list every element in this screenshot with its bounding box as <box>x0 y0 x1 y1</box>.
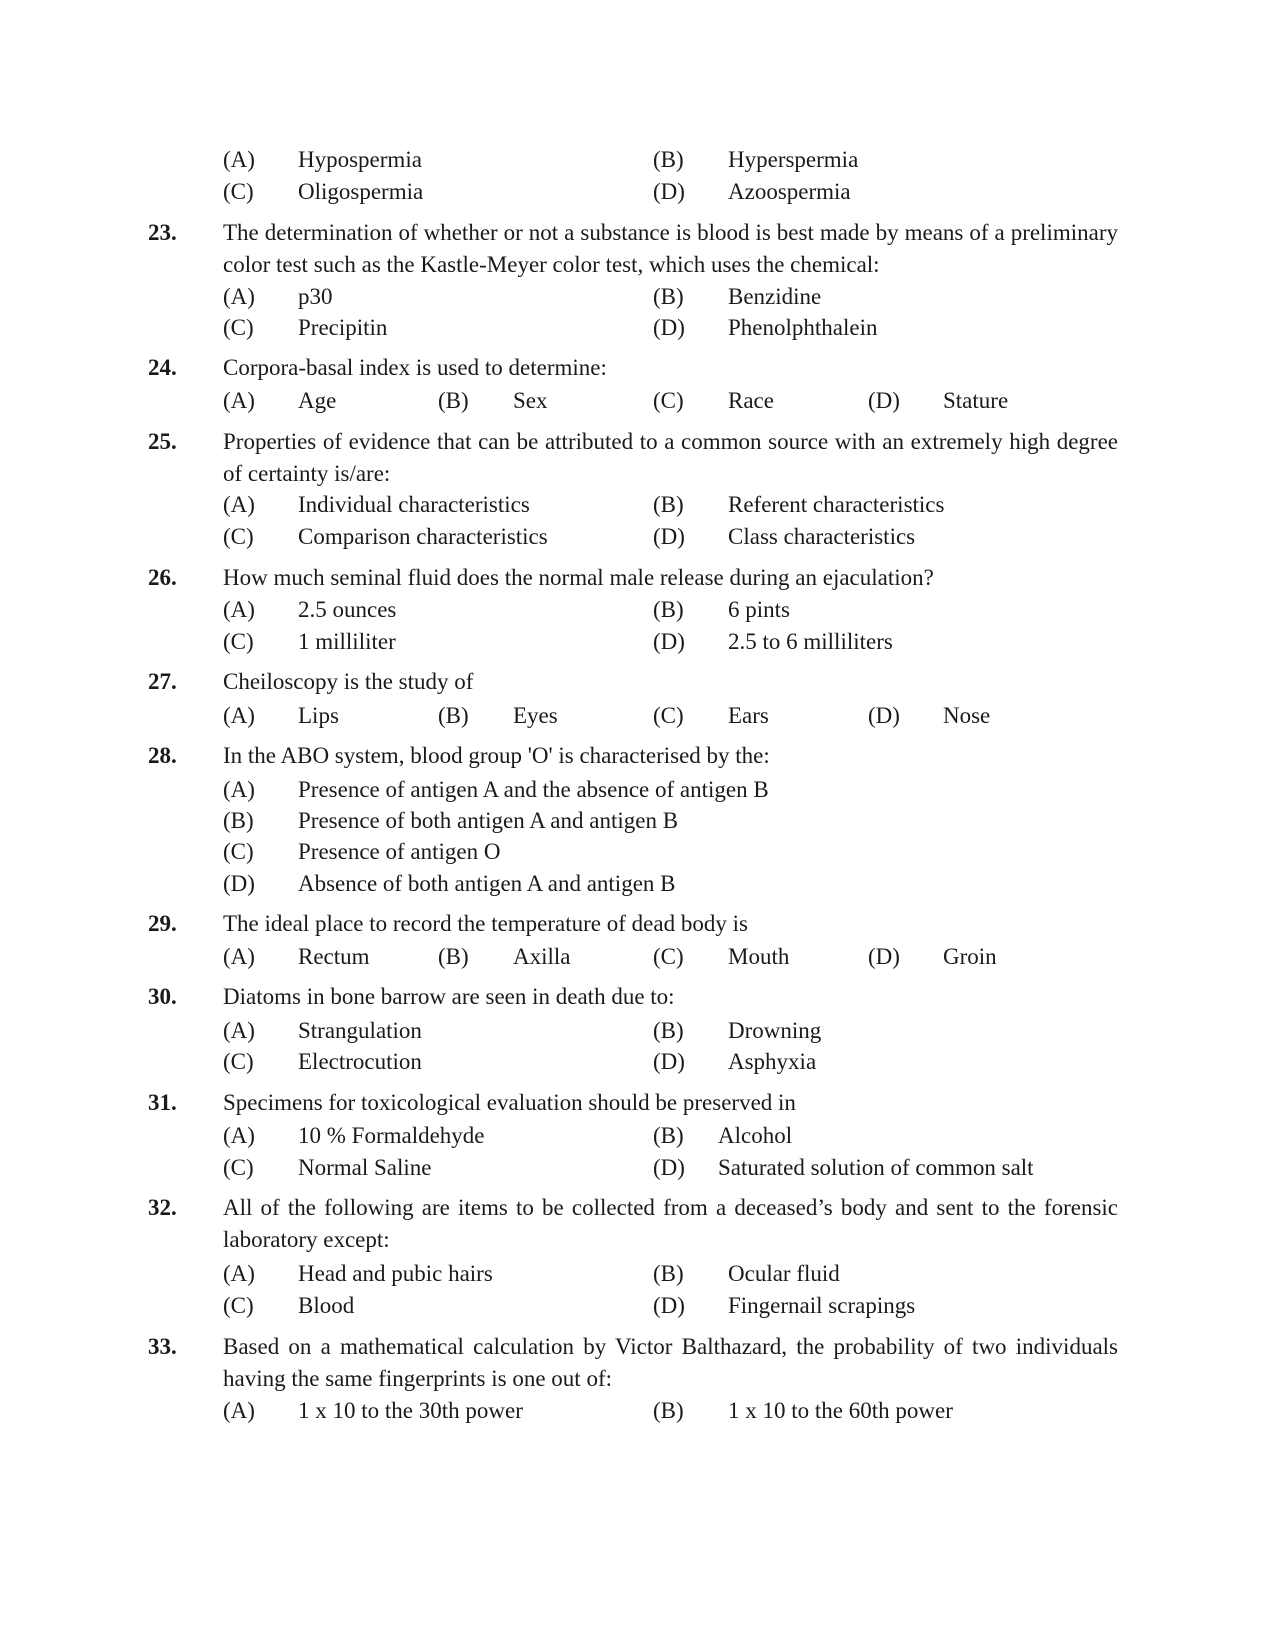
question-number: 30. <box>148 984 177 1009</box>
option-text: Ocular fluid <box>728 1261 840 1286</box>
option-text: Eyes <box>513 703 558 728</box>
option-label: (B) <box>653 492 684 517</box>
question-text: In the ABO system, blood group 'O' is characterised by the: <box>223 743 770 768</box>
question-text: Based on a mathematical calculation by Victor Balthazard, the probability of two individuals having the same fingerprints is one out of: <box>223 1334 1118 1391</box>
option-text: Oligospermia <box>298 179 424 204</box>
option-text: Alcohol <box>718 1123 793 1148</box>
option-label: (A) <box>223 597 255 622</box>
option-label: (A) <box>223 777 255 802</box>
option-text: Absence of both antigen A and antigen B <box>298 871 676 896</box>
option-label: (B) <box>653 1018 684 1043</box>
question-text: How much seminal fluid does the normal male release during an ejaculation? <box>223 565 934 590</box>
question-text: Diatoms in bone barrow are seen in death due to: <box>223 984 675 1009</box>
question-text: Cheiloscopy is the study of <box>223 669 474 694</box>
option-text: Sex <box>513 388 548 413</box>
question-number: 31. <box>148 1090 177 1115</box>
option-label: (D) <box>653 315 685 340</box>
option-label: (B) <box>653 1261 684 1286</box>
option-text: Class characteristics <box>728 524 916 549</box>
question-number: 33. <box>148 1334 177 1359</box>
option-text: 6 pints <box>728 597 790 622</box>
question-number: 25. <box>148 429 177 454</box>
option-label: (C) <box>223 839 254 864</box>
question-number: 28. <box>148 743 177 768</box>
option-label: (B) <box>438 944 469 969</box>
option-label: (C) <box>653 944 684 969</box>
option-label: (B) <box>653 1123 684 1148</box>
option-label: (A) <box>223 1261 255 1286</box>
option-text: Presence of antigen A and the absence of antigen B <box>298 777 769 802</box>
option-label: (C) <box>223 179 254 204</box>
option-label: (C) <box>223 524 254 549</box>
option-text: Individual characteristics <box>298 492 530 517</box>
option-label: (B) <box>438 703 469 728</box>
option-label: (D) <box>653 1155 685 1180</box>
question-number: 24. <box>148 355 177 380</box>
option-text: Mouth <box>728 944 790 969</box>
option-label: (A) <box>223 147 255 172</box>
option-text: Saturated solution of common salt <box>718 1155 1034 1180</box>
option-label: (C) <box>653 388 684 413</box>
option-text: Rectum <box>298 944 370 969</box>
option-text: Blood <box>298 1293 355 1318</box>
option-label: (A) <box>223 944 255 969</box>
option-text: Presence of antigen O <box>298 839 501 864</box>
question-text: All of the following are items to be collected from a deceased’s body and sent to the forensic laboratory except: <box>223 1195 1118 1252</box>
option-label: (C) <box>223 1155 254 1180</box>
option-text: Hyperspermia <box>728 147 859 172</box>
option-label: (D) <box>653 524 685 549</box>
option-label: (A) <box>223 1123 255 1148</box>
question-number: 29. <box>148 911 177 936</box>
option-label: (B) <box>653 1398 684 1423</box>
option-text: Referent characteristics <box>728 492 945 517</box>
option-text: p30 <box>298 284 333 309</box>
option-label: (B) <box>653 284 684 309</box>
option-label: (D) <box>223 871 255 896</box>
option-text: 2.5 to 6 milliliters <box>728 629 893 654</box>
question-number: 32. <box>148 1195 177 1220</box>
question-text: The ideal place to record the temperature of dead body is <box>223 911 748 936</box>
option-label: (A) <box>223 703 255 728</box>
question-number: 27. <box>148 669 177 694</box>
option-text: Precipitin <box>298 315 388 340</box>
option-label: (C) <box>223 1049 254 1074</box>
option-label: (A) <box>223 1398 255 1423</box>
question-text: The determination of whether or not a substance is blood is best made by means of a preliminary color test such as the Kastle-Meyer color test, which uses the chemical: <box>223 220 1118 277</box>
question-text: Corpora-basal index is used to determine: <box>223 355 607 380</box>
question-number: 23. <box>148 220 177 245</box>
option-label: (D) <box>653 1293 685 1318</box>
option-text: Age <box>298 388 337 413</box>
option-label: (A) <box>223 284 255 309</box>
option-text: Presence of both antigen A and antigen B <box>298 808 679 833</box>
option-label: (D) <box>868 388 900 413</box>
option-label: (B) <box>653 597 684 622</box>
option-text: Groin <box>943 944 997 969</box>
option-label: (B) <box>653 147 684 172</box>
option-label: (B) <box>438 388 469 413</box>
option-label: (A) <box>223 492 255 517</box>
option-label: (C) <box>223 315 254 340</box>
option-text: Hypospermia <box>298 147 422 172</box>
option-text: Normal Saline <box>298 1155 432 1180</box>
option-text: Fingernail scrapings <box>728 1293 916 1318</box>
option-text: Comparison characteristics <box>298 524 548 549</box>
option-text: Phenolphthalein <box>728 315 878 340</box>
option-label: (C) <box>223 629 254 654</box>
option-label: (A) <box>223 388 255 413</box>
option-text: 1 x 10 to the 60th power <box>728 1398 953 1423</box>
option-text: Ears <box>728 703 769 728</box>
option-text: Axilla <box>513 944 571 969</box>
option-text: Drowning <box>728 1018 822 1043</box>
option-text: Asphyxia <box>728 1049 817 1074</box>
option-text: Benzidine <box>728 284 822 309</box>
option-label: (B) <box>223 808 254 833</box>
option-label: (A) <box>223 1018 255 1043</box>
option-text: 1 x 10 to the 30th power <box>298 1398 523 1423</box>
option-label: (D) <box>653 629 685 654</box>
question-text: Specimens for toxicological evaluation should be preserved in <box>223 1090 796 1115</box>
option-text: Head and pubic hairs <box>298 1261 493 1286</box>
option-label: (D) <box>653 179 685 204</box>
option-label: (C) <box>653 703 684 728</box>
option-label: (D) <box>868 703 900 728</box>
option-text: 1 milliliter <box>298 629 396 654</box>
option-text: Electrocution <box>298 1049 422 1074</box>
option-text: Lips <box>298 703 339 728</box>
option-text: 2.5 ounces <box>298 597 397 622</box>
option-label: (C) <box>223 1293 254 1318</box>
question-text: Properties of evidence that can be attributed to a common source with an extremely high degree of certainty is/are: <box>223 429 1118 486</box>
option-text: Nose <box>943 703 991 728</box>
option-text: 10 % Formaldehyde <box>298 1123 485 1148</box>
option-label: (D) <box>868 944 900 969</box>
option-text: Azoospermia <box>728 179 851 204</box>
question-number: 26. <box>148 565 177 590</box>
option-text: Stature <box>943 388 1009 413</box>
option-text: Race <box>728 388 774 413</box>
option-label: (D) <box>653 1049 685 1074</box>
option-text: Strangulation <box>298 1018 422 1043</box>
